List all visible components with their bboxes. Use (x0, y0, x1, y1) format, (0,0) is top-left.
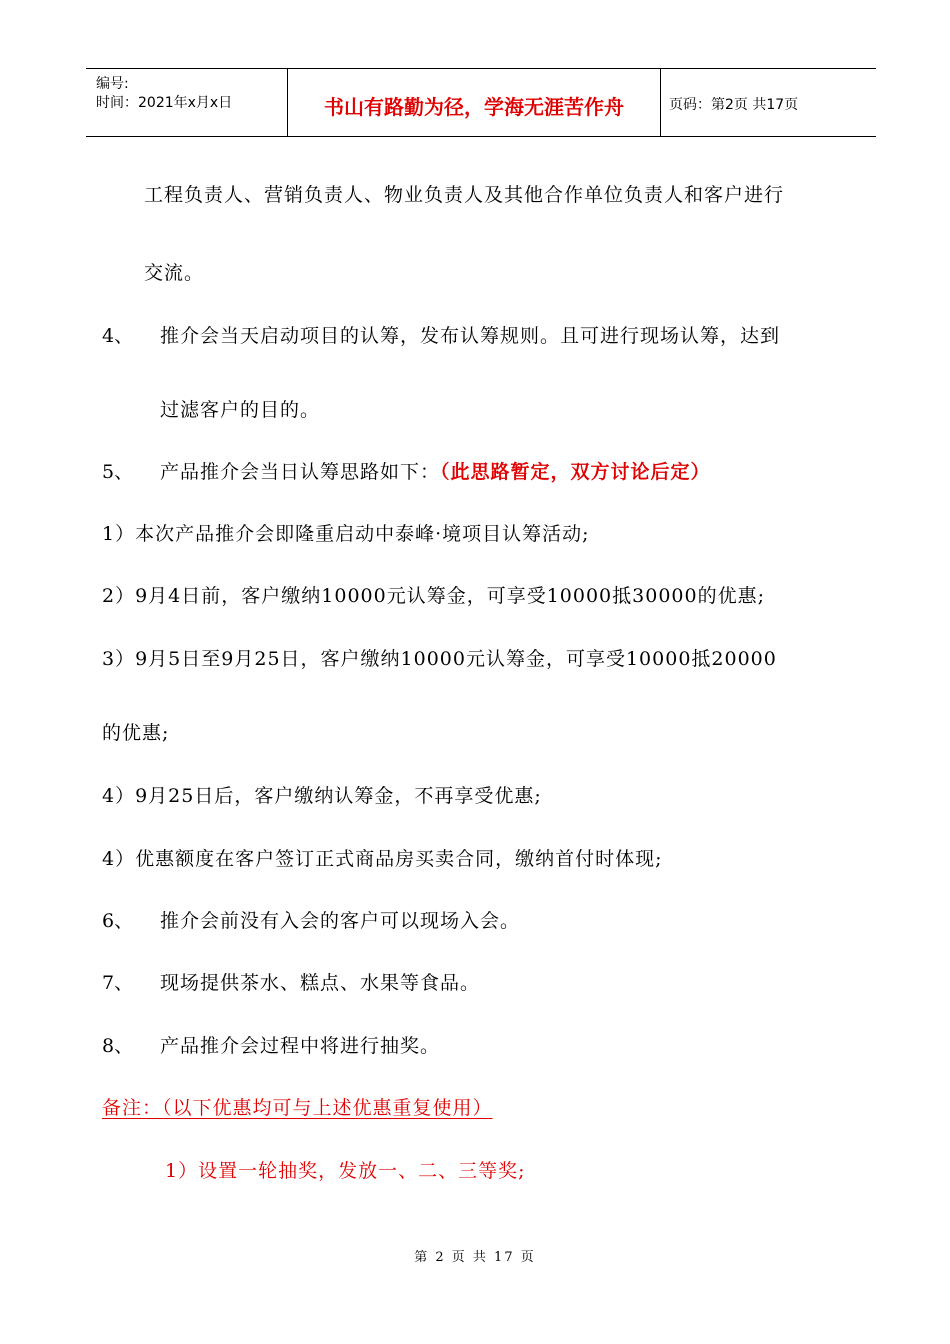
item-4-line1: 推介会当天启动项目的认筹，发布认筹规则。且可进行现场认筹，达到 (160, 325, 781, 347)
item-5-number: 5、 (102, 461, 134, 483)
item-6-text: 推介会前没有入会的客户可以现场入会。 (160, 910, 521, 932)
item-4-number: 4、 (102, 325, 134, 347)
header-page-cell (661, 69, 876, 136)
item-8-text: 产品推介会过程中将进行抽奖。 (160, 1035, 441, 1057)
sub-item-1: 1）本次产品推介会即隆重启动中泰峰·境项目认筹活动; (102, 523, 590, 545)
header-meta-cell (86, 69, 286, 136)
item-7-number: 7、 (102, 972, 134, 994)
page-footer: 第 2 页 共 17 页 (414, 1250, 536, 1265)
sub-item-4b: 4）优惠额度在客户签订正式商品房买卖合同，缴纳首付时体现; (102, 848, 663, 870)
remark-item-1: 1）设置一轮抽奖，发放一、二、三等奖; (165, 1160, 526, 1182)
page-label: 页码：第2页 共17页 (669, 97, 799, 113)
motto-text: 书山有路勤为径，学海无涯苦作舟 (324, 95, 624, 119)
number-label: 编号: (96, 76, 129, 92)
page-header (86, 68, 876, 137)
item-8-number: 8、 (102, 1035, 134, 1057)
header-motto-cell (287, 69, 661, 136)
remark-heading: 备注：（以下优惠均可与上述优惠重复使用） (102, 1097, 493, 1119)
sub-item-2: 2）9月4日前，客户缴纳10000元认筹金，可享受10000抵30000的优惠; (102, 585, 765, 607)
item-5-line (160, 457, 711, 484)
item-5-text: 产品推介会当日认筹思路如下： (160, 461, 441, 483)
sub-item-3-line1: 3）9月5日至9月25日，客户缴纳10000元认筹金，可享受10000抵20000 (102, 648, 777, 670)
item-4-line2: 过滤客户的目的。 (160, 399, 321, 421)
sub-item-4a: 4）9月25日后，客户缴纳认筹金，不再享受优惠; (102, 785, 542, 807)
paragraph-continued-line1: 工程负责人、营销负责人、物业负责人及其他合作单位负责人和客户进行 (144, 184, 785, 206)
item-6-number: 6、 (102, 910, 134, 932)
item-5-note: （此思路暂定，双方讨论后定） (440, 461, 711, 483)
paragraph-continued-line2: 交流。 (144, 262, 205, 284)
time-label: 时间：2021年x月x日 (96, 95, 233, 111)
sub-item-3-line2: 的优惠; (102, 722, 170, 744)
item-7-text: 现场提供茶水、糕点、水果等食品。 (160, 972, 481, 994)
